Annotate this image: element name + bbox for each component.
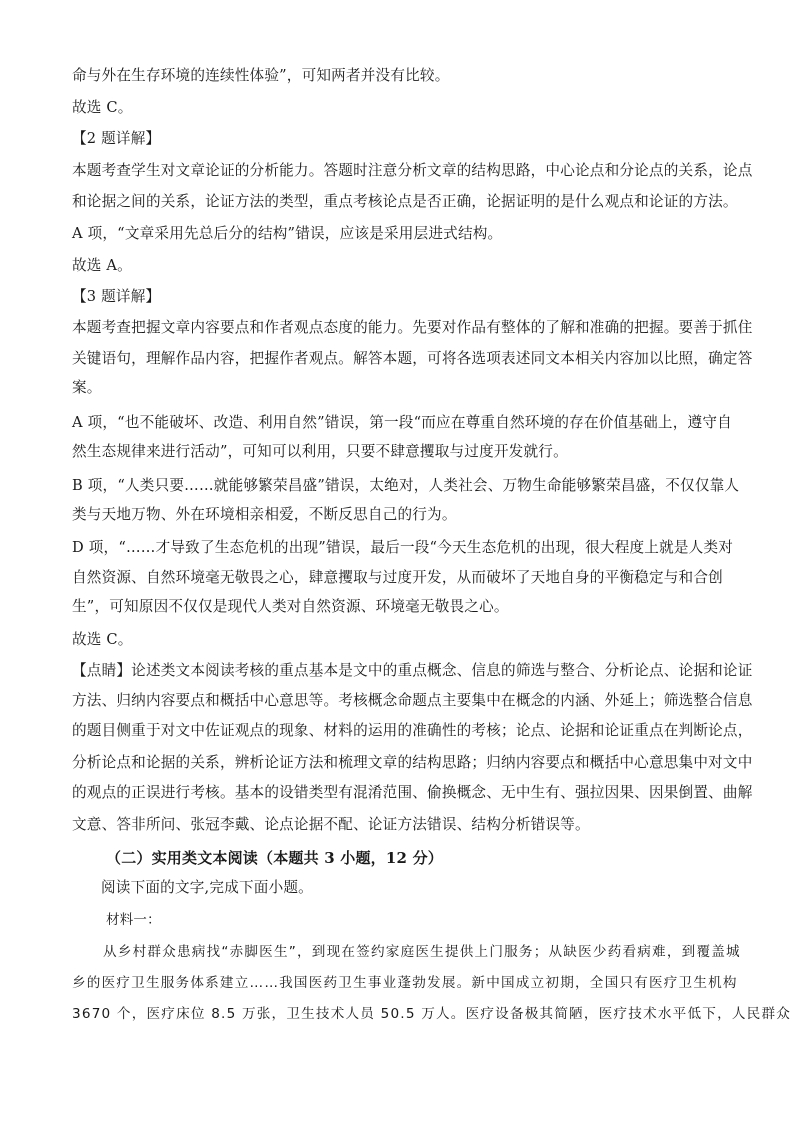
question-heading: 【3 题详解】 bbox=[72, 288, 161, 305]
answer-line: 故选 C。 bbox=[72, 631, 133, 648]
material-line: 3670 个，医疗床位 8.5 万张，卫生技术人员 50.5 万人。医疗设备极其简陋，医疗技术水平低下，人民群众 bbox=[72, 1006, 792, 1022]
text-line: 和论据之间的关系，论证方法的类型，重点考核论点是否正确，论据证明的是什么观点和论证的方法。 bbox=[72, 193, 738, 210]
text-line: D 项，“……才导致了生态危机的出现”错误，最后一段“今天生态危机的出现，很大程度上就是人类对 bbox=[72, 539, 734, 556]
question-heading: 【2 题详解】 bbox=[72, 130, 161, 147]
text-line: 案。 bbox=[72, 379, 102, 396]
text-line: 然生态规律来进行活动”，可知可以利用，只要不肆意攫取与过度开发就行。 bbox=[72, 443, 568, 460]
text-line: 的观点的正误进行考核。基本的设错类型有混淆范围、偷换概念、无中生有、强拉因果、因果倒置、曲解 bbox=[72, 784, 753, 801]
text-line: B 项，“人类只要……就能够繁荣昌盛”错误，太绝对，人类社会、万物生命能够繁荣昌盛，不仅仅靠人 bbox=[72, 477, 740, 494]
instruction-line: 阅读下面的文字,完成下面小题。 bbox=[101, 879, 313, 896]
section-title: （二）实用类文本阅读（本题共 3 小题，12 分） bbox=[106, 849, 443, 867]
text-line: 分析论点和论据的关系，辨析论证方法和梳理文章的结构思路；归纳内容要点和概括中心意思集中对文中 bbox=[72, 754, 753, 771]
material-line: 从乡村群众患病找“赤脚医生”，到现在签约家庭医生提供上门服务；从缺医少药看病难，到覆盖城 bbox=[103, 944, 741, 960]
text-line: 本题考查学生对文章论证的分析能力。答题时注意分析文章的结构思路，中心论点和分论点的关系，论点 bbox=[72, 162, 753, 179]
text-line: 自然资源、自然环境毫无敬畏之心，肆意攫取与过度开发，从而破坏了天地自身的平衡稳定与和合创 bbox=[72, 569, 723, 586]
material-line: 乡的医疗卫生服务体系建立……我国医药卫生事业蓬勃发展。新中国成立初期，全国只有医疗卫生机构 bbox=[72, 975, 738, 991]
text-line: A 项，“也不能破坏、改造、利用自然”错误，第一段“而应在尊重自然环境的存在价值基础上，遵守自 bbox=[72, 414, 732, 431]
text-line: 文意、答非所问、张冠李戴、论点论据不配、论证方法错误、结构分析错误等。 bbox=[72, 816, 590, 833]
answer-line: 故选 C。 bbox=[72, 99, 133, 116]
material-label: 材料一： bbox=[106, 912, 161, 928]
text-line: 生”，可知原因不仅仅是现代人类对自然资源、环境毫无敬畏之心。 bbox=[72, 598, 509, 615]
text-line: 关键语句，理解作品内容，把握作者观点。解答本题，可将各选项表述同文本相关内容加以比照，确定答 bbox=[72, 350, 753, 367]
text-line: 的题目侧重于对文中佐证观点的现象、材料的运用的准确性的考核；论点、论据和论证重点在判断论点， bbox=[72, 722, 753, 739]
answer-line: 故选 A。 bbox=[72, 257, 132, 274]
text-line: 命与外在生存环境的连续性体验”，可知两者并没有比较。 bbox=[72, 67, 450, 84]
text-line: A 项，“文章采用先总后分的结构”错误，应该是采用层进式结构。 bbox=[72, 225, 503, 242]
text-line: 【点睛】论述类文本阅读考核的重点基本是文中的重点概念、信息的筛选与整合、分析论点、论据和论证 bbox=[72, 662, 753, 679]
text-line: 类与天地万物、外在环境相亲相爱，不断反思自己的行为。 bbox=[72, 506, 457, 523]
text-line: 本题考查把握文章内容要点和作者观点态度的能力。先要对作品有整体的了解和准确的把握。要善于抓住 bbox=[72, 319, 753, 336]
text-line: 方法、归纳内容要点和概括中心意思等。考核概念命题点主要集中在概念的内涵、外延上；筛选整合信息 bbox=[72, 692, 753, 709]
